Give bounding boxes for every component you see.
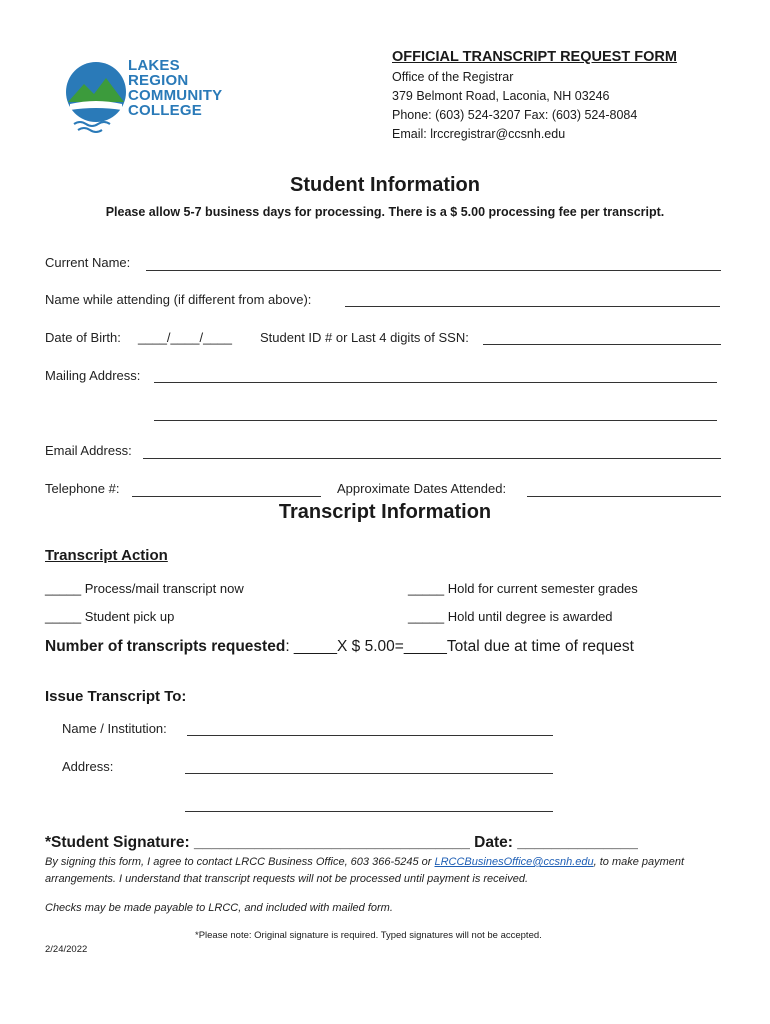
header-line-email: Email: lrccregistrar@ccsnh.edu [392, 127, 566, 141]
action-hold-grades[interactable]: _____ Hold for current semester grades [408, 581, 638, 596]
agreement-text-a: By signing this form, I agree to contact LRCC Business Office, 603 366-5245 or [45, 856, 435, 868]
current-name-label: Current Name: [45, 255, 131, 270]
number-rest: : _____X $ 5.00=_____Total due at time of request [285, 638, 634, 655]
signature-label: *Student Signature [45, 834, 185, 851]
issue-address-label: Address: [62, 759, 114, 774]
header-line-office: Office of the Registrar [392, 70, 514, 84]
logo-line-2: REGION [128, 72, 189, 89]
mailing-address-field-1[interactable] [154, 382, 717, 383]
dob-label: Date of Birth: [45, 330, 121, 345]
business-office-email-link[interactable]: LRCCBusinesOffice@ccsnh.edu [434, 856, 594, 868]
agreement-text-b: , to make payment [593, 856, 685, 868]
former-name-label: Name while attending (if different from above): [45, 292, 312, 307]
issue-address-field-2[interactable] [185, 811, 553, 812]
header-line-phone: Phone: (603) 524-3207 Fax: (603) 524-8084 [392, 108, 638, 122]
mailing-address-label: Mailing Address: [45, 368, 141, 383]
form-date: 2/24/2022 [45, 944, 88, 955]
agreement-text-1 [45, 856, 684, 868]
institution-label: Name / Institution: [62, 721, 167, 736]
form-title: OFFICIAL TRANSCRIPT REQUEST FORM [392, 49, 677, 65]
logo-line-1: LAKES [128, 57, 180, 74]
action-student-pickup[interactable]: _____ Student pick up [45, 609, 175, 624]
logo-mountain-icon [62, 58, 132, 138]
transcript-action-heading: Transcript Action [45, 547, 168, 564]
dob-field[interactable]: ____/____/____ [138, 330, 232, 345]
student-info-title: Student Information [290, 174, 480, 196]
processing-note: Please allow 5-7 business days for processing. There is a $ 5.00 processing fee per transcript. [105, 205, 665, 219]
signature-required-note: *Please note: Original signature is required. Typed signatures will not be accepted. [195, 930, 542, 941]
action-process-mail[interactable]: _____ Process/mail transcript now [45, 581, 244, 596]
signature-line[interactable] [45, 834, 638, 852]
former-name-field[interactable] [345, 306, 720, 307]
telephone-label: Telephone #: [45, 481, 120, 496]
checks-note: Checks may be made payable to LRCC, and included with mailed form. [45, 902, 393, 914]
action-hold-degree[interactable]: _____ Hold until degree is awarded [408, 609, 613, 624]
logo-line-3: COMMUNITY [128, 87, 223, 104]
dates-attended-label: Approximate Dates Attended: [337, 481, 507, 496]
registrar-header [392, 48, 677, 144]
email-field[interactable] [143, 458, 721, 459]
transcript-info-title: Transcript Information [278, 501, 492, 523]
student-id-field[interactable] [483, 344, 721, 345]
issue-to-heading: Issue Transcript To: [45, 688, 187, 705]
student-id-label: Student ID # or Last 4 digits of SSN: [260, 330, 469, 345]
header-line-address: 379 Belmont Road, Laconia, NH 03246 [392, 89, 610, 103]
email-label: Email Address: [45, 443, 132, 458]
mailing-address-field-2[interactable] [154, 420, 717, 421]
current-name-field[interactable] [146, 270, 721, 271]
issue-address-field-1[interactable] [185, 773, 553, 774]
dates-attended-field[interactable] [527, 496, 721, 497]
college-logo [62, 58, 237, 138]
number-of-transcripts[interactable] [45, 638, 634, 656]
logo-line-4: COLLEGE [128, 102, 202, 119]
signature-rest: : ________________________________ Date: ______________ [184, 834, 638, 851]
number-label: Number of transcripts requested [45, 638, 286, 655]
telephone-field[interactable] [132, 496, 321, 497]
institution-field[interactable] [187, 735, 553, 736]
agreement-text-2: arrangements. I understand that transcript requests will not be processed until payment is received. [45, 873, 529, 885]
